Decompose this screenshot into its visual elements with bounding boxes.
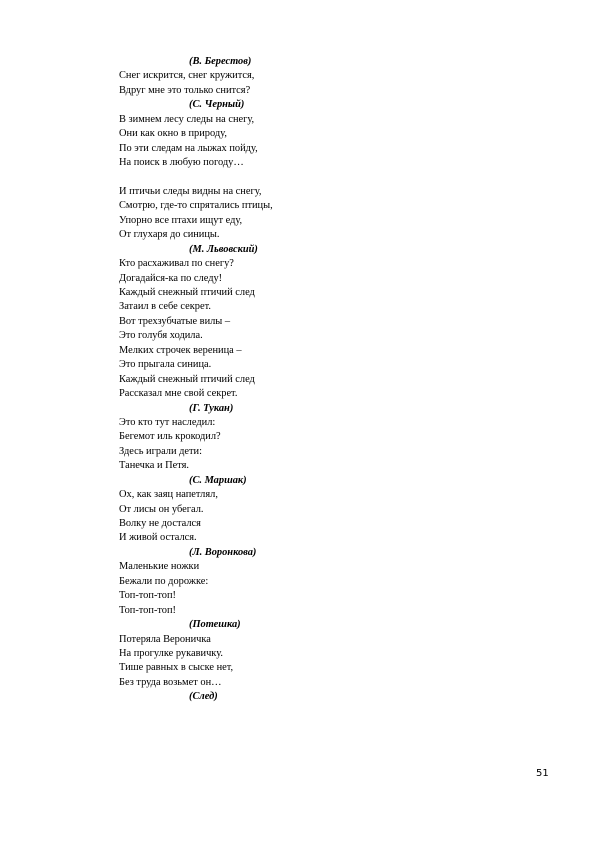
poem-line: По эти следам на лыжах пойду, — [119, 142, 258, 154]
poem-line: Мелких строчек вереница – — [119, 344, 242, 356]
poem-line: В зимнем лесу следы на снегу, — [119, 113, 255, 125]
poem-line: На прогулке рукавичку. — [119, 647, 223, 659]
poem-line: Вот трехзубчатые вилы – — [119, 315, 231, 327]
poem-line: Ох, как заяц напетлял, — [119, 489, 218, 501]
poem-line: Это кто тут наследил: — [119, 416, 216, 428]
poem-line: Бежали по дорожке: — [119, 575, 209, 587]
poem-line: Топ-топ-топ! — [119, 590, 177, 602]
poem-line: Кто расхаживал по снегу? — [119, 258, 234, 270]
poem-column — [119, 55, 449, 705]
poem-line: Догадайся-ка по следу! — [119, 272, 223, 284]
poem-line: Тише равных в сыске нет, — [119, 662, 234, 674]
page-number: 51 — [536, 768, 549, 779]
poem-line: Смотрю, где-то спрятались птицы, — [119, 200, 273, 212]
poem-line: Маленькие ножки — [119, 561, 200, 573]
poem-line: Бегемот иль крокодил? — [119, 431, 221, 443]
stanza-break — [119, 171, 449, 185]
poem-line: Каждый снежный птичий след — [119, 373, 255, 385]
poem-line: Это голубя ходила. — [119, 330, 203, 342]
author-attribution: (Потешка) — [189, 619, 241, 631]
author-attribution: (С. Маршак) — [189, 474, 247, 486]
poem-line: И живой остался. — [119, 532, 197, 544]
poem-line: Снег искрится, снег кружится, — [119, 70, 255, 82]
poem-line: Это прыгала синица. — [119, 359, 212, 371]
poem-line: Без труда возьмет он… — [119, 676, 222, 688]
poem-line: Затаил в себе секрет. — [119, 301, 211, 313]
poem-line: Волку не достался — [119, 518, 201, 529]
author-attribution: (В. Берестов) — [189, 56, 252, 67]
author-attribution: (Г. Тукан) — [189, 402, 234, 414]
author-attribution: (М. Львовский) — [189, 243, 258, 255]
poem-line: На поиск в любую погоду… — [119, 157, 244, 169]
author-attribution: (След) — [189, 691, 218, 703]
author-attribution: (С. Черный) — [189, 99, 245, 111]
poem-line: Потеряла Вероничка — [119, 633, 211, 645]
poem-line: Вдруг мне это только снится? — [119, 84, 251, 96]
poem-line: Топ-топ-топ! — [119, 604, 177, 616]
poem-line: Каждый снежный птичий след — [119, 287, 255, 298]
poem-line: Танечка и Петя. — [119, 460, 189, 472]
poem-line: Рассказал мне свой секрет. — [119, 388, 238, 400]
poem-line: Они как окно в природу, — [119, 128, 227, 140]
poem-line: И птичьи следы видны на снегу, — [119, 185, 262, 197]
poem-line: Упорно все птахи ищут еду, — [119, 214, 243, 226]
poem-line: От глухаря до синицы. — [119, 229, 220, 241]
poem-line: Здесь играли дети: — [119, 445, 203, 457]
poem-line: От лисы он убегал. — [119, 503, 204, 515]
author-attribution: (Л. Воронкова) — [189, 546, 257, 558]
